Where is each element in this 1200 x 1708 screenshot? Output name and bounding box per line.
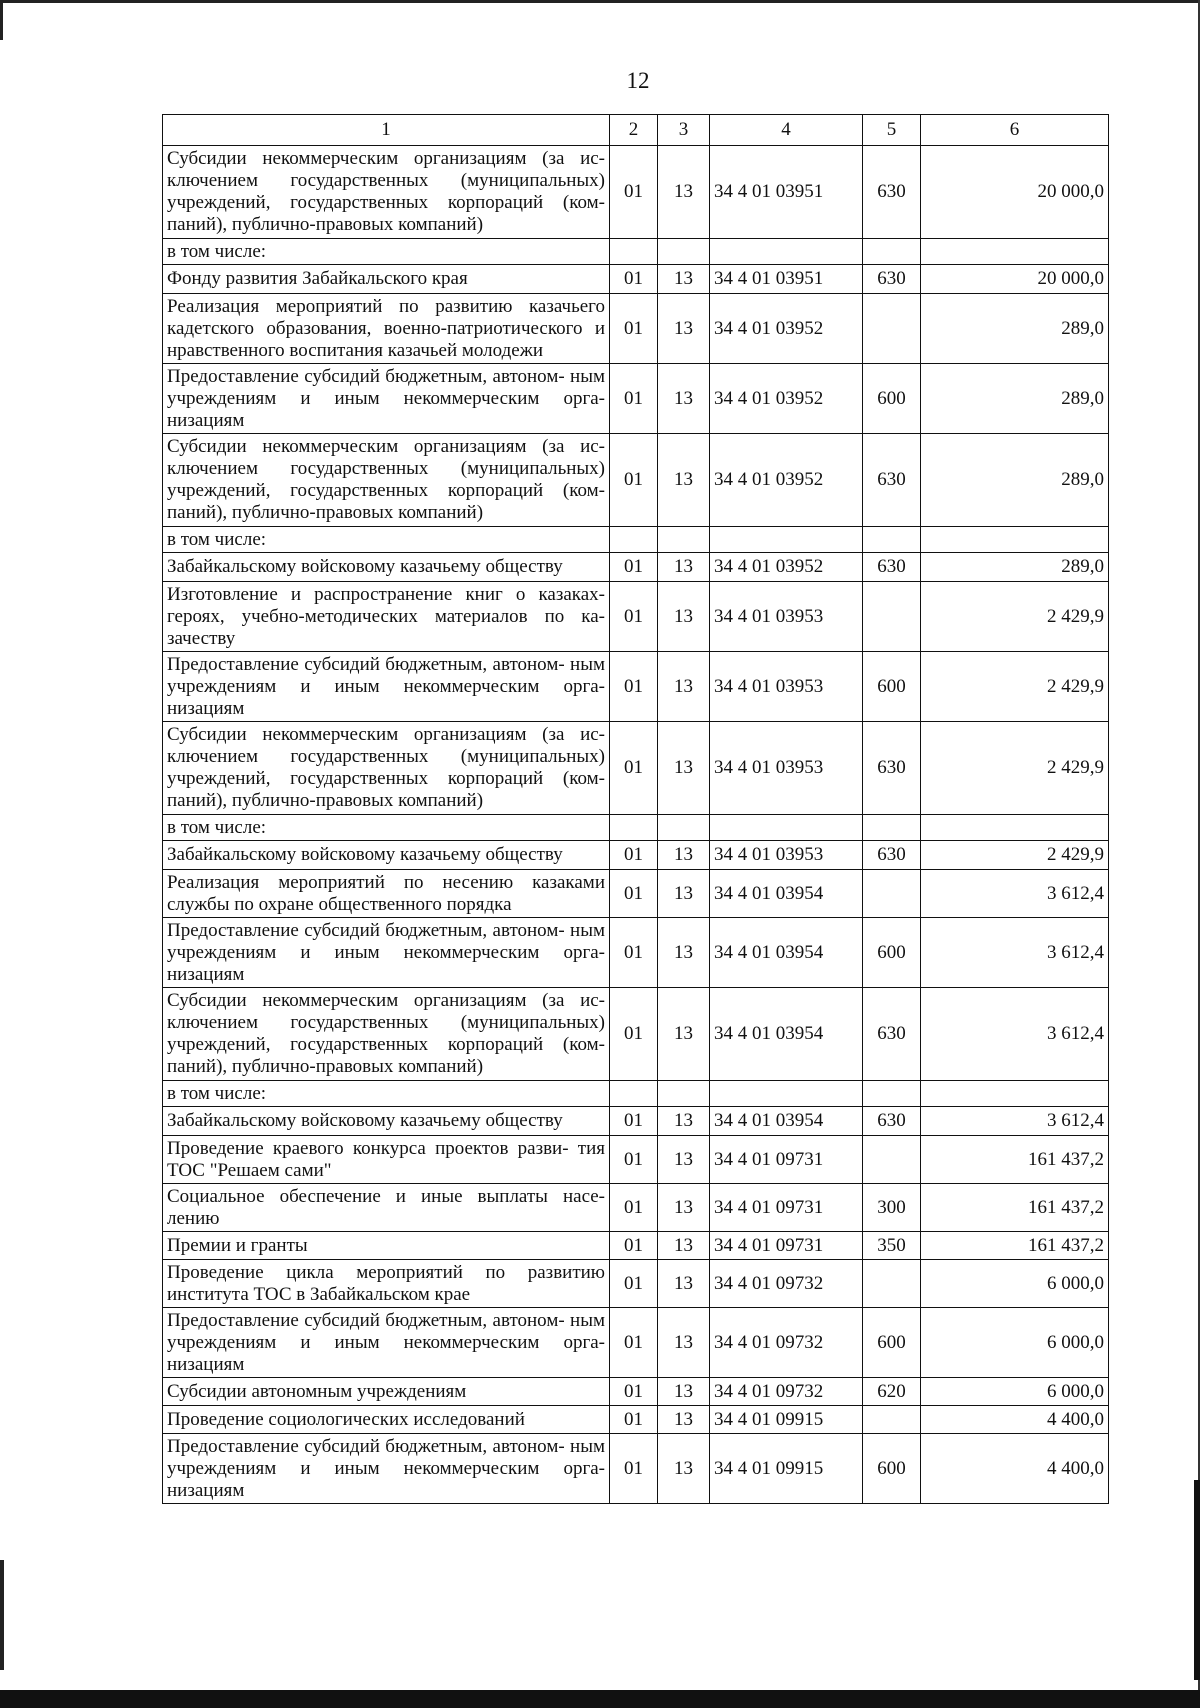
row-amount-cell <box>921 239 1109 265</box>
row-name-cell: Фонду развития Забайкальского края <box>163 265 610 294</box>
table-row <box>163 1232 1109 1260</box>
row-amount-cell: 20 000,0 <box>921 265 1109 294</box>
row-name-cell: Реализация мероприятий по несению казаками службы по охране общественного порядка <box>163 870 610 918</box>
row-subsection-cell: 13 <box>658 722 710 815</box>
row-expense-type-cell: 630 <box>863 553 921 582</box>
row-section-cell: 01 <box>610 265 658 294</box>
row-target-code-cell: 34 4 01 03953 <box>710 841 863 870</box>
row-name-cell: Предоставление субсидий бюджетным, автоном- ным учреждениям и иным некоммерческим орга- низациям <box>163 1434 610 1504</box>
row-target-code-cell: 34 4 01 03952 <box>710 294 863 364</box>
scan-mark-right <box>1194 1480 1200 1680</box>
row-target-code-cell: 34 4 01 09732 <box>710 1378 863 1406</box>
row-section-cell: 01 <box>610 1308 658 1378</box>
table-row <box>163 815 1109 841</box>
row-target-code-cell: 34 4 01 03952 <box>710 434 863 527</box>
row-amount-cell: 2 429,9 <box>921 582 1109 652</box>
row-section-cell: 01 <box>610 1232 658 1260</box>
table-row <box>163 1136 1109 1184</box>
table-row <box>163 434 1109 527</box>
row-name-cell: Проведение социологических исследований <box>163 1406 610 1434</box>
row-subsection-cell: 13 <box>658 1406 710 1434</box>
row-subsection-cell: 13 <box>658 434 710 527</box>
row-expense-type-cell: 600 <box>863 652 921 722</box>
row-expense-type-cell: 630 <box>863 265 921 294</box>
row-amount-cell: 161 437,2 <box>921 1184 1109 1232</box>
row-section-cell: 01 <box>610 1434 658 1504</box>
row-expense-type-cell: 350 <box>863 1232 921 1260</box>
row-section-cell: 01 <box>610 434 658 527</box>
row-section-cell: 01 <box>610 722 658 815</box>
table-row <box>163 1434 1109 1504</box>
row-section-cell <box>610 815 658 841</box>
header-col-6: 6 <box>921 115 1109 146</box>
row-name-cell: Субсидии некоммерческим организациям (за ис- ключением государственных (муниципальных) учреждений, государственных корпораций (ком- паний), публично-правовых компаний) <box>163 434 610 527</box>
row-expense-type-cell <box>863 239 921 265</box>
row-target-code-cell: 34 4 01 03953 <box>710 652 863 722</box>
row-name-cell: Предоставление субсидий бюджетным, автоном- ным учреждениям и иным некоммерческим орга- низациям <box>163 1308 610 1378</box>
row-amount-cell: 2 429,9 <box>921 652 1109 722</box>
row-name-cell: Проведение краевого конкурса проектов разви- тия ТОС "Решаем сами" <box>163 1136 610 1184</box>
row-subsection-cell: 13 <box>658 1434 710 1504</box>
table-row <box>163 1308 1109 1378</box>
row-amount-cell: 3 612,4 <box>921 918 1109 988</box>
row-amount-cell: 161 437,2 <box>921 1232 1109 1260</box>
row-target-code-cell <box>710 527 863 553</box>
row-expense-type-cell: 600 <box>863 918 921 988</box>
row-expense-type-cell <box>863 1136 921 1184</box>
row-expense-type-cell: 300 <box>863 1184 921 1232</box>
row-amount-cell: 6 000,0 <box>921 1260 1109 1308</box>
table-row <box>163 652 1109 722</box>
table-row <box>163 1260 1109 1308</box>
table-row <box>163 870 1109 918</box>
row-section-cell <box>610 239 658 265</box>
page-number: 12 <box>626 68 650 93</box>
header-col-1: 1 <box>163 115 610 146</box>
header-col-5: 5 <box>863 115 921 146</box>
row-subsection-cell: 13 <box>658 1378 710 1406</box>
row-amount-cell <box>921 527 1109 553</box>
row-expense-type-cell: 600 <box>863 1434 921 1504</box>
table-row <box>163 146 1109 239</box>
row-amount-cell: 161 437,2 <box>921 1136 1109 1184</box>
row-name-cell: Социальное обеспечение и иные выплаты насе- лению <box>163 1184 610 1232</box>
table-row <box>163 1184 1109 1232</box>
row-expense-type-cell: 630 <box>863 146 921 239</box>
row-target-code-cell: 34 4 01 03954 <box>710 1107 863 1136</box>
scan-border-top <box>0 0 1200 3</box>
row-name-cell: Субсидии автономным учреждениям <box>163 1378 610 1406</box>
row-amount-cell: 289,0 <box>921 294 1109 364</box>
row-name-cell: Проведение цикла мероприятий по развитию института ТОС в Забайкальском крае <box>163 1260 610 1308</box>
row-subsection-cell: 13 <box>658 1260 710 1308</box>
row-section-cell <box>610 527 658 553</box>
row-target-code-cell: 34 4 01 03953 <box>710 582 863 652</box>
row-target-code-cell: 34 4 01 03951 <box>710 265 863 294</box>
row-section-cell: 01 <box>610 918 658 988</box>
row-expense-type-cell: 630 <box>863 1107 921 1136</box>
row-section-cell: 01 <box>610 294 658 364</box>
row-name-cell: в том числе: <box>163 1081 610 1107</box>
row-section-cell: 01 <box>610 1107 658 1136</box>
row-subsection-cell: 13 <box>658 146 710 239</box>
row-amount-cell: 289,0 <box>921 553 1109 582</box>
row-amount-cell: 2 429,9 <box>921 841 1109 870</box>
row-subsection-cell: 13 <box>658 870 710 918</box>
row-target-code-cell: 34 4 01 03951 <box>710 146 863 239</box>
row-name-cell: Реализация мероприятий по развитию казачьего кадетского образования, военно-патриотического и нравственного воспитания казачьей молодежи <box>163 294 610 364</box>
row-subsection-cell: 13 <box>658 553 710 582</box>
row-subsection-cell: 13 <box>658 265 710 294</box>
table-row <box>163 527 1109 553</box>
row-section-cell: 01 <box>610 1378 658 1406</box>
row-subsection-cell: 13 <box>658 1308 710 1378</box>
row-target-code-cell: 34 4 01 09915 <box>710 1406 863 1434</box>
row-section-cell: 01 <box>610 652 658 722</box>
row-target-code-cell: 34 4 01 03952 <box>710 553 863 582</box>
row-section-cell: 01 <box>610 553 658 582</box>
row-name-cell: Забайкальскому войсковому казачьему обществу <box>163 1107 610 1136</box>
row-section-cell: 01 <box>610 1184 658 1232</box>
row-amount-cell: 3 612,4 <box>921 870 1109 918</box>
scan-border-bottom <box>0 1690 1200 1708</box>
row-subsection-cell: 13 <box>658 1184 710 1232</box>
row-amount-cell: 20 000,0 <box>921 146 1109 239</box>
row-section-cell: 01 <box>610 146 658 239</box>
row-amount-cell: 4 400,0 <box>921 1406 1109 1434</box>
row-expense-type-cell <box>863 1406 921 1434</box>
row-section-cell: 01 <box>610 1136 658 1184</box>
row-expense-type-cell <box>863 1081 921 1107</box>
row-subsection-cell: 13 <box>658 294 710 364</box>
row-section-cell: 01 <box>610 841 658 870</box>
row-amount-cell: 3 612,4 <box>921 1107 1109 1136</box>
table-row <box>163 294 1109 364</box>
row-target-code-cell: 34 4 01 09731 <box>710 1136 863 1184</box>
table-row <box>163 1107 1109 1136</box>
row-name-cell: Субсидии некоммерческим организациям (за ис- ключением государственных (муниципальных) учреждений, государственных корпораций (ком- паний), публично-правовых компаний) <box>163 722 610 815</box>
row-target-code-cell: 34 4 01 09732 <box>710 1308 863 1378</box>
row-expense-type-cell <box>863 294 921 364</box>
row-name-cell: Субсидии некоммерческим организациям (за ис- ключением государственных (муниципальных) учреждений, государственных корпораций (ком- паний), публично-правовых компаний) <box>163 988 610 1081</box>
row-section-cell: 01 <box>610 1406 658 1434</box>
row-expense-type-cell <box>863 870 921 918</box>
row-name-cell: Предоставление субсидий бюджетным, автоном- ным учреждениям и иным некоммерческим орга- низациям <box>163 918 610 988</box>
row-subsection-cell: 13 <box>658 582 710 652</box>
row-section-cell: 01 <box>610 1260 658 1308</box>
row-target-code-cell <box>710 239 863 265</box>
row-subsection-cell <box>658 527 710 553</box>
row-name-cell: в том числе: <box>163 527 610 553</box>
header-col-3: 3 <box>658 115 710 146</box>
table-row <box>163 988 1109 1081</box>
row-section-cell: 01 <box>610 988 658 1081</box>
table-row <box>163 239 1109 265</box>
row-name-cell: Субсидии некоммерческим организациям (за ис- ключением государственных (муниципальных) учреждений, государственных корпораций (ком- паний), публично-правовых компаний) <box>163 146 610 239</box>
row-section-cell: 01 <box>610 582 658 652</box>
row-name-cell: Предоставление субсидий бюджетным, автоном- ным учреждениям и иным некоммерческим орга- низациям <box>163 652 610 722</box>
row-expense-type-cell <box>863 1260 921 1308</box>
table-row <box>163 1081 1109 1107</box>
table-row <box>163 1406 1109 1434</box>
table-row <box>163 1378 1109 1406</box>
row-name-cell: Предоставление субсидий бюджетным, автоном- ным учреждениям и иным некоммерческим орга- низациям <box>163 364 610 434</box>
table-row <box>163 364 1109 434</box>
table-row <box>163 582 1109 652</box>
table-row <box>163 918 1109 988</box>
row-section-cell: 01 <box>610 870 658 918</box>
row-amount-cell <box>921 1081 1109 1107</box>
row-subsection-cell: 13 <box>658 841 710 870</box>
row-expense-type-cell: 630 <box>863 841 921 870</box>
row-expense-type-cell: 600 <box>863 1308 921 1378</box>
header-col-2: 2 <box>610 115 658 146</box>
table-row <box>163 722 1109 815</box>
budget-table <box>162 114 1109 1504</box>
table-row <box>163 841 1109 870</box>
row-expense-type-cell: 600 <box>863 364 921 434</box>
row-section-cell <box>610 1081 658 1107</box>
scan-border-left <box>0 0 3 40</box>
row-amount-cell: 289,0 <box>921 364 1109 434</box>
row-target-code-cell: 34 4 01 09731 <box>710 1232 863 1260</box>
row-subsection-cell: 13 <box>658 1107 710 1136</box>
scan-mark-left <box>0 1560 4 1670</box>
row-expense-type-cell: 630 <box>863 988 921 1081</box>
row-subsection-cell: 13 <box>658 918 710 988</box>
row-amount-cell: 4 400,0 <box>921 1434 1109 1504</box>
row-name-cell: Забайкальскому войсковому казачьему обществу <box>163 841 610 870</box>
row-target-code-cell: 34 4 01 03954 <box>710 918 863 988</box>
row-expense-type-cell: 630 <box>863 434 921 527</box>
row-amount-cell: 2 429,9 <box>921 722 1109 815</box>
row-expense-type-cell: 630 <box>863 722 921 815</box>
table-row <box>163 553 1109 582</box>
row-subsection-cell <box>658 815 710 841</box>
row-target-code-cell: 34 4 01 03952 <box>710 364 863 434</box>
row-amount-cell: 6 000,0 <box>921 1308 1109 1378</box>
row-expense-type-cell <box>863 527 921 553</box>
row-target-code-cell <box>710 1081 863 1107</box>
row-amount-cell: 3 612,4 <box>921 988 1109 1081</box>
row-subsection-cell: 13 <box>658 1232 710 1260</box>
table-header-row <box>163 115 1109 146</box>
row-expense-type-cell: 620 <box>863 1378 921 1406</box>
row-name-cell: Премии и гранты <box>163 1232 610 1260</box>
row-subsection-cell: 13 <box>658 652 710 722</box>
row-name-cell: в том числе: <box>163 239 610 265</box>
row-section-cell: 01 <box>610 364 658 434</box>
row-target-code-cell: 34 4 01 09731 <box>710 1184 863 1232</box>
row-target-code-cell: 34 4 01 03954 <box>710 988 863 1081</box>
row-target-code-cell: 34 4 01 09915 <box>710 1434 863 1504</box>
row-name-cell: Изготовление и распространение книг о казаках- героях, учебно-методических материалов по ка- зачеству <box>163 582 610 652</box>
row-amount-cell: 289,0 <box>921 434 1109 527</box>
row-expense-type-cell <box>863 815 921 841</box>
row-amount-cell: 6 000,0 <box>921 1378 1109 1406</box>
row-subsection-cell: 13 <box>658 364 710 434</box>
row-expense-type-cell <box>863 582 921 652</box>
row-target-code-cell: 34 4 01 09732 <box>710 1260 863 1308</box>
row-amount-cell <box>921 815 1109 841</box>
row-subsection-cell: 13 <box>658 988 710 1081</box>
row-subsection-cell: 13 <box>658 1136 710 1184</box>
row-target-code-cell <box>710 815 863 841</box>
row-target-code-cell: 34 4 01 03953 <box>710 722 863 815</box>
row-name-cell: Забайкальскому войсковому казачьему обществу <box>163 553 610 582</box>
row-subsection-cell <box>658 1081 710 1107</box>
row-name-cell: в том числе: <box>163 815 610 841</box>
table-row <box>163 265 1109 294</box>
row-subsection-cell <box>658 239 710 265</box>
header-col-4: 4 <box>710 115 863 146</box>
row-target-code-cell: 34 4 01 03954 <box>710 870 863 918</box>
